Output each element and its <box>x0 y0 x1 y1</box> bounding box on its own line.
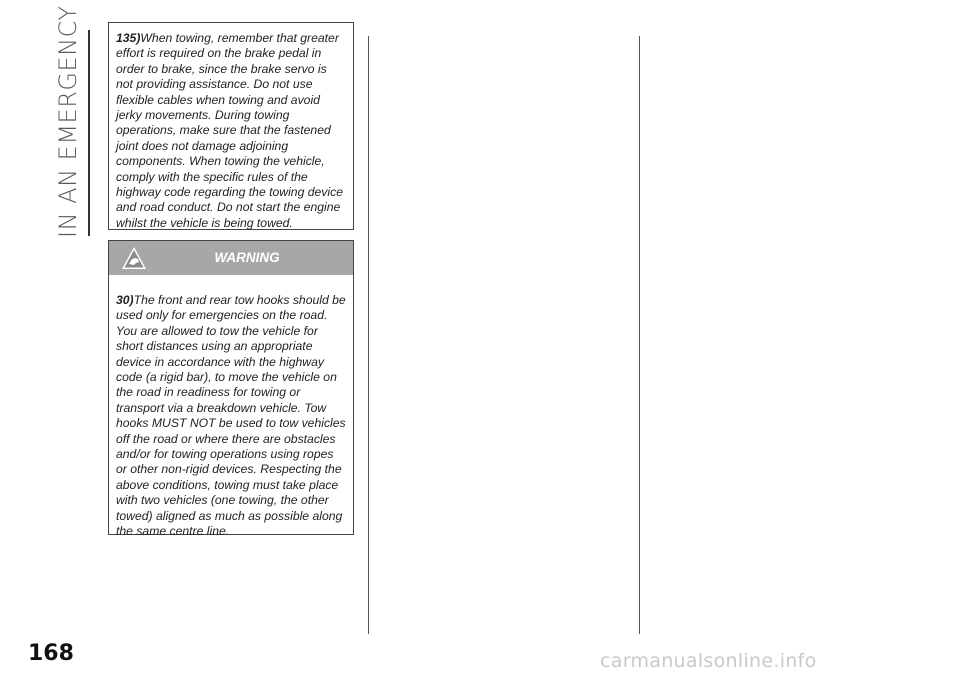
warning-number: 30) <box>116 293 134 307</box>
section-title: IN AN EMERGENCY <box>54 5 82 238</box>
warning-header <box>109 241 353 275</box>
note-text <box>116 31 346 231</box>
warning-title: WARNING <box>214 250 280 265</box>
page-number: 168 <box>28 641 74 666</box>
note-body: When towing, remember that greater effort is required on the brake pedal in order to brake, since the brake servo is not providing assistance. Do not use flexible cables when towing and avoid jerky movements. During towing operations, make sure that the fastened joint does not damage adjoining components. When towing the vehicle, comply with the specific rules of the highway code regarding the towing device and road conduct. Do not start the engine whilst the vehicle is being towed. <box>116 31 343 230</box>
watermark: carmanualsonline.info <box>600 650 817 672</box>
note-number: 135) <box>116 31 141 45</box>
note-box <box>108 22 354 230</box>
warning-box <box>108 240 354 539</box>
warning-body: The front and rear tow hooks should be used only for emergencies on the road. You are allowed to tow the vehicle for short distances using an appropriate device in accordance with the highway code (a rigid bar), to move the vehicle on the road in readiness for towing or transport via a breakdown vehicle. Tow hooks MUST NOT be used to tow vehicles off the road or where there are obstacles and/or for towing operations using ropes or other non-rigid devices. Respecting the above conditions, towing must take place with two vehicles (one towing, the other towed) aligned as much as possible along the same centre line. <box>116 293 346 539</box>
column-divider <box>368 36 369 634</box>
warning-text <box>109 275 353 540</box>
section-rule <box>88 30 90 236</box>
column-divider <box>639 36 640 634</box>
